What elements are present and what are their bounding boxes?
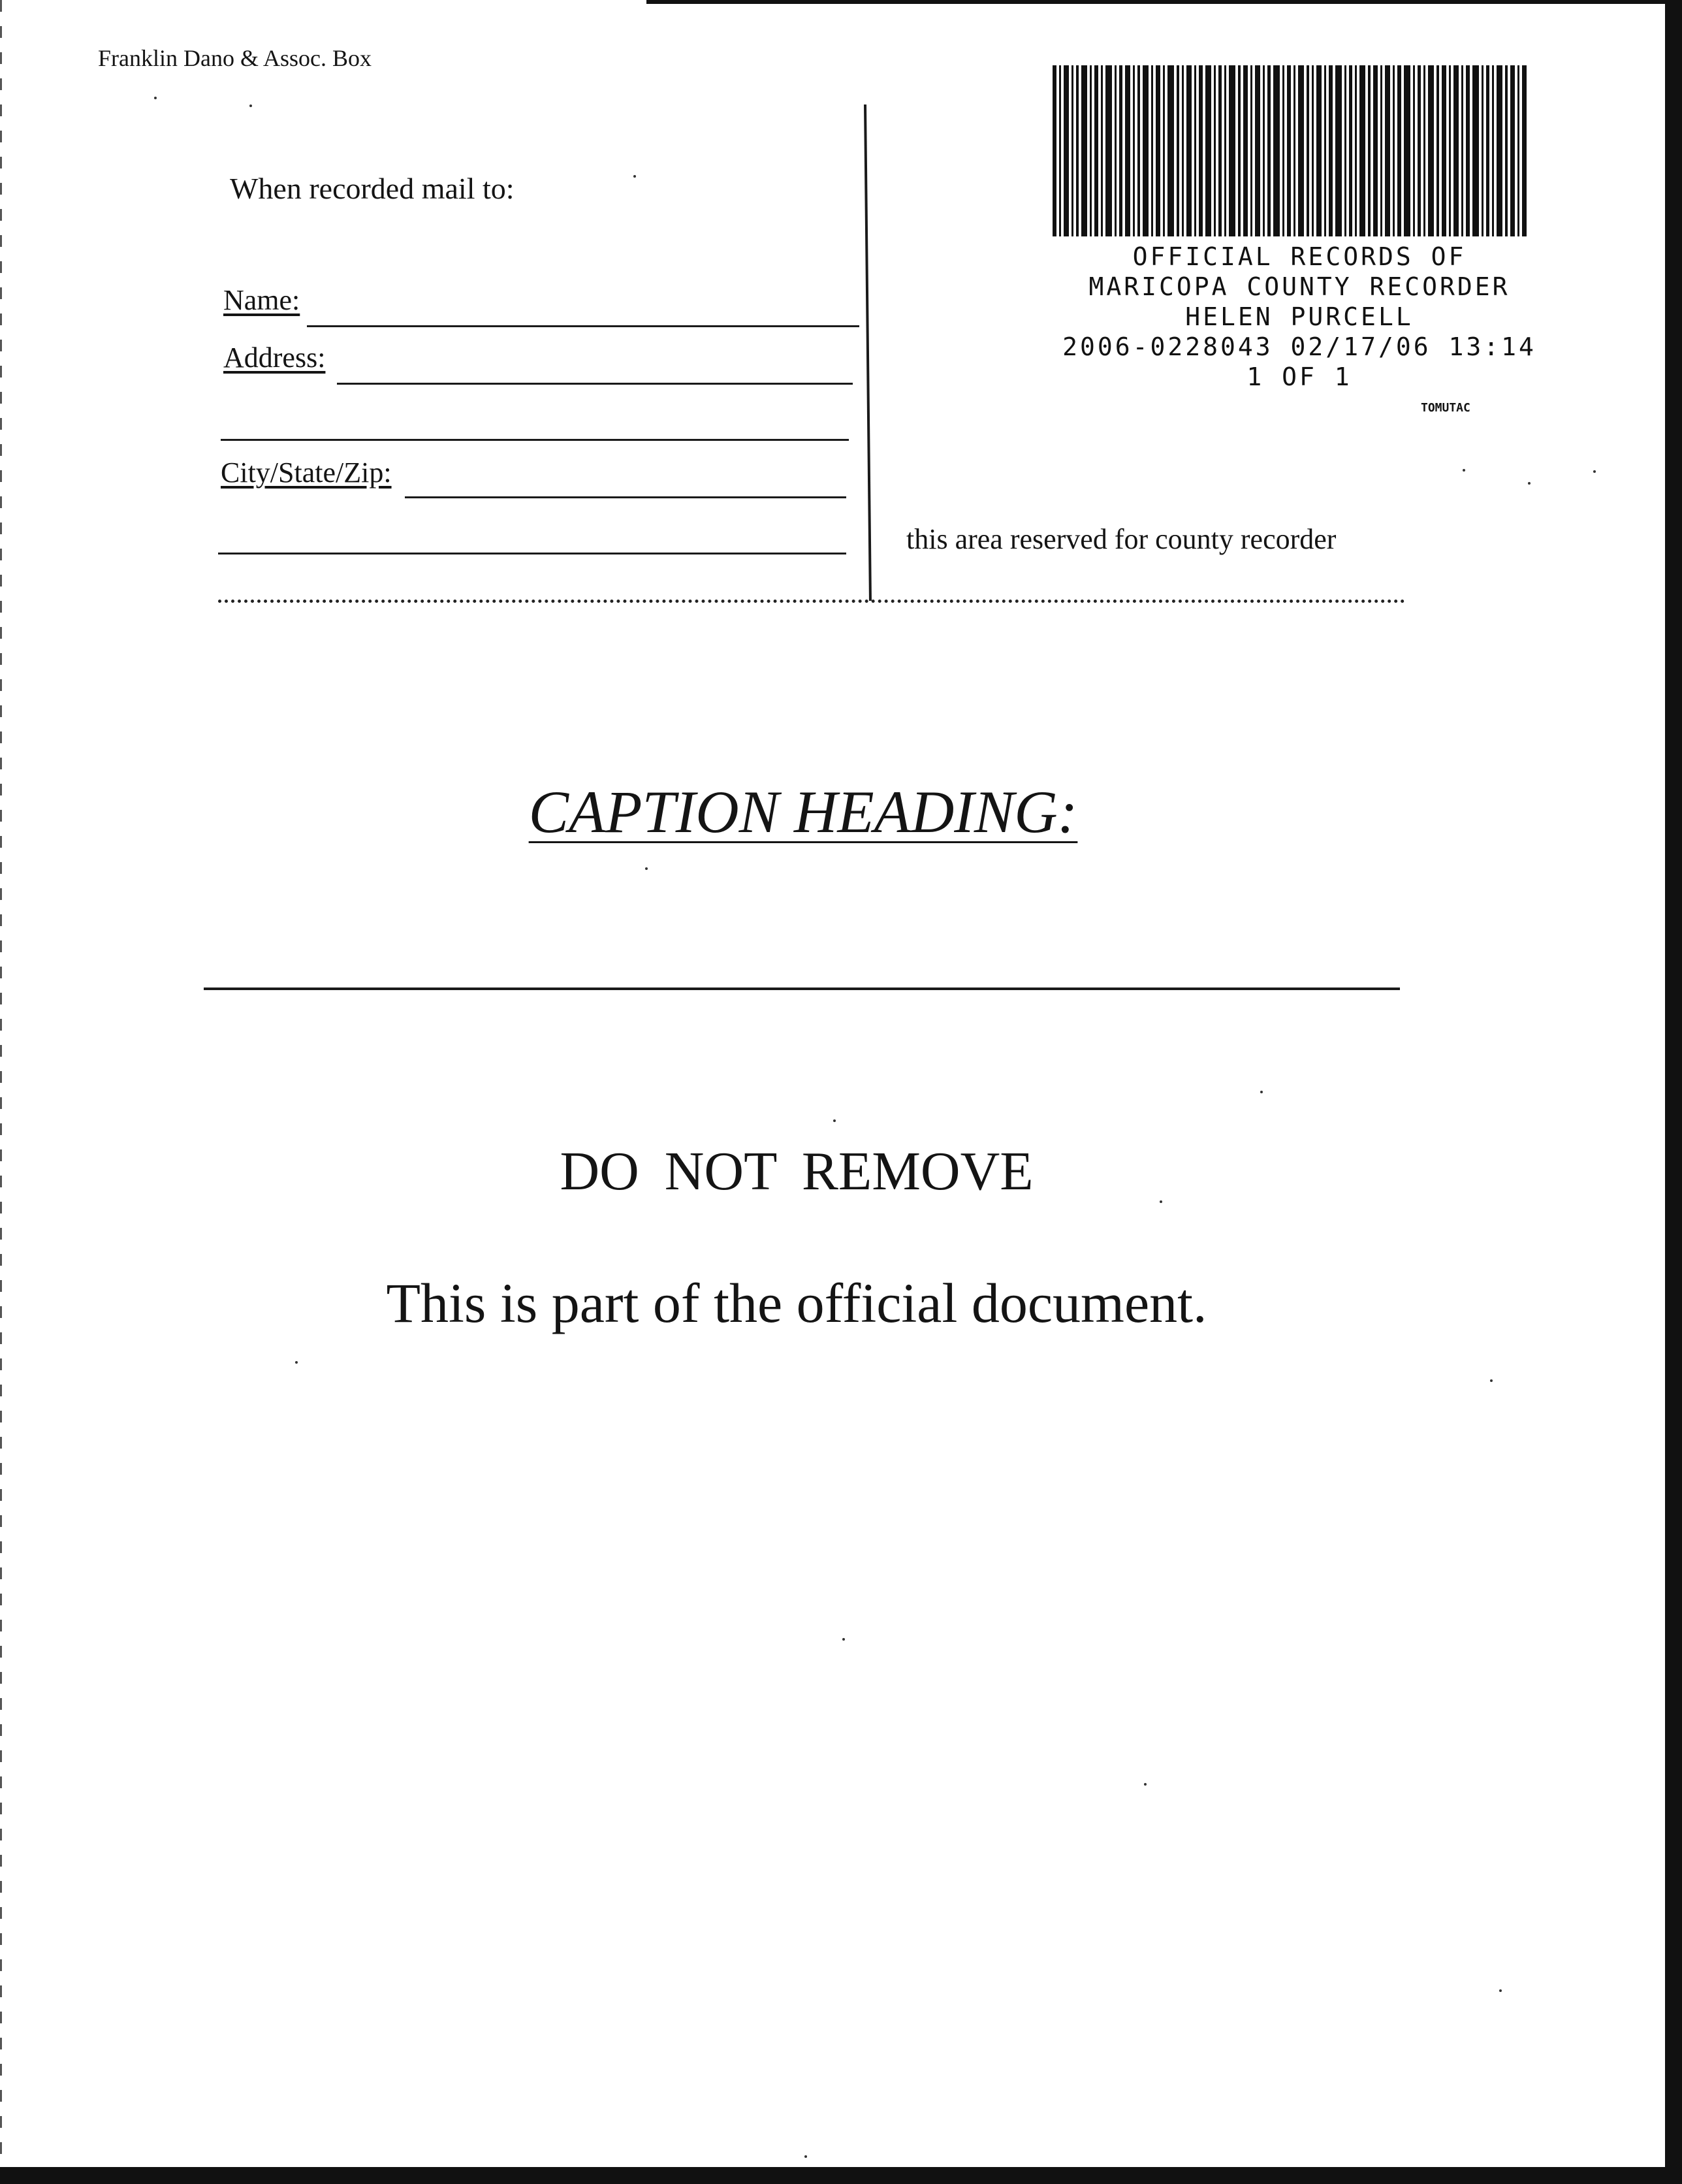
scan-speck [645, 867, 648, 870]
caption-heading: CAPTION HEADING: [528, 779, 1078, 845]
scan-speck [1260, 1091, 1263, 1093]
scan-speck [633, 175, 636, 178]
recorder-stamp [1019, 242, 1580, 392]
address-line-2 [221, 439, 849, 441]
stamp-line-document-number: 2006-0228043 02/17/06 13:14 [1062, 332, 1536, 361]
scan-speck [1490, 1379, 1493, 1382]
scan-border-top [646, 0, 1682, 4]
name-line [307, 325, 859, 327]
address-line [337, 383, 853, 385]
stamp-line-official-records: OFFICIAL RECORDS OF [1132, 242, 1467, 271]
city-state-zip-line [405, 496, 846, 498]
caption-line [204, 988, 1400, 990]
column-divider [864, 104, 872, 601]
scan-speck [1499, 1989, 1502, 1992]
scan-speck [842, 1638, 845, 1641]
stamp-line-county-recorder: MARICOPA COUNTY RECORDER [1088, 272, 1510, 301]
scan-speck [1528, 482, 1531, 485]
scan-border-left [0, 0, 2, 2168]
scan-speck [804, 2155, 807, 2158]
scan-speck [295, 1361, 298, 1364]
scan-speck [833, 1119, 836, 1122]
scan-speck [249, 104, 252, 107]
scan-border-right [1665, 0, 1682, 2184]
scan-speck [1463, 469, 1465, 472]
reserved-area-note: this area reserved for county recorder [906, 523, 1337, 555]
scan-speck [154, 97, 157, 99]
mail-instruction: When recorded mail to: [230, 172, 515, 205]
scan-speck [1160, 1200, 1162, 1203]
address-label: Address: [223, 342, 326, 374]
barcode-image [1053, 65, 1528, 236]
city-state-zip-label: City/State/Zip: [221, 457, 392, 489]
scan-border-bottom [0, 2167, 1682, 2184]
notice-body: This is part of the official document. [386, 1272, 1207, 1334]
scan-speck [1593, 470, 1596, 473]
stamp-line-recorder-name: HELEN PURCELL [1185, 302, 1414, 331]
clerk-code: TOMUTAC [1421, 401, 1470, 415]
extra-address-line [218, 553, 846, 554]
header-note: Franklin Dano & Assoc. Box [98, 45, 372, 71]
section-separator [218, 600, 1405, 603]
scan-speck [1144, 1783, 1147, 1786]
name-label: Name: [223, 284, 300, 316]
notice-title: DO NOT REMOVE [560, 1141, 1034, 1202]
stamp-line-page-count: 1 OF 1 [1246, 362, 1352, 391]
